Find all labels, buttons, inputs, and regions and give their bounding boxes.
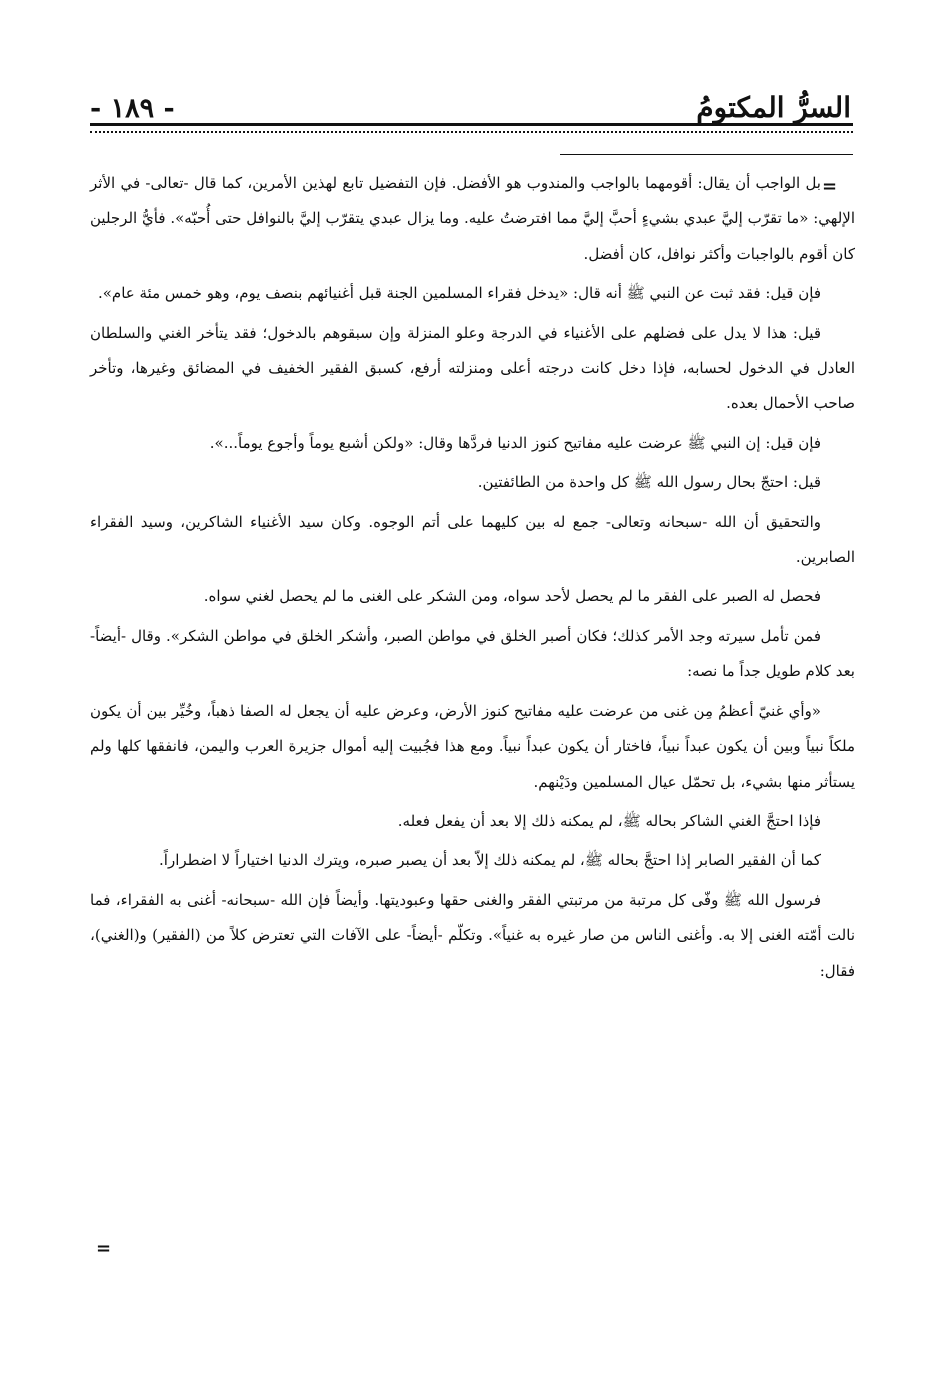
paragraph: بل الواجب أن يقال: أقومهما بالواجب والمندوب هو الأفضل. فإن التفضيل تابع لهذين الأمرين، كما قال -تعالى- في الأثر الإلهي: «ما تقرّب إليَّ عبدي بشيءٍ أحبَّ إليَّ مما افترضتُ عليه. وما يزال عبدي يتقرّب إليَّ بالنوافل حتى أُحبّه». فأيُّ الرجلين كان أقوم بالواجبات وأكثر نوافل، كان أفضل. [90, 174, 855, 263]
paragraph: فحصل له الصبر على الفقر ما لم يحصل لأحد سواه، ومن الشكر على الغنى ما لم يحصل لغني سواه. [203, 587, 821, 606]
header-rule [90, 123, 853, 126]
page-number: - ١٨٩ - [90, 93, 175, 124]
continuation-marker-bottom: = [96, 1238, 112, 1259]
paragraph: «وأي غنيّ أعظمُ مِن غنى من عرضت عليه مفاتيح كنوز الأرض، وعرض عليه أن يجعل له الصفا ذهباً، وخُيِّر بين أن يكون ملكاً نبياً وبين أن يكون عبداً نبياً، فاختار أن يكون عبداً نبياً. ومع هذا فجُبيت إليه أموال جزيرة العرب واليمن، فانفقها كلها ولم يستأثر منها بشيء، بل تحمّل عيال المسلمين ودَيْنهم. [90, 701, 855, 791]
paragraph: قيل: احتجّ بحال رسول الله ﷺ كل واحدة من الطائفتين. [477, 473, 821, 492]
running-header [90, 78, 851, 122]
book-title: السرُّ المكتومُ [696, 91, 851, 124]
footnote-separator [560, 154, 853, 155]
paragraph: فإذا احتجَّ الغني الشاكر بحاله ﷺ، لم يمكنه ذلك إلا بعد أن يفعل فعله. [397, 811, 821, 830]
paragraph: فإن قيل: فقد ثبت عن النبي ﷺ أنه قال: «يدخل فقراء المسلمين الجنة قبل أغنيائهم بنصف يوم، وهو خمس مئة عام». [97, 284, 821, 303]
body-text [90, 166, 855, 993]
paragraph: والتحقيق أن الله -سبحانه وتعالى- جمع له بين كليهما على أتم الوجوه. وكان سيد الأغنياء الشاكرين، وسيد الفقراء الصابرين. [90, 512, 855, 567]
paragraph: قيل: هذا لا يدل على فضلهم على الأغنياء في الدرجة وعلو المنزلة وإن سبقوهم بالدخول؛ فقد يتأخر الغني والسلطان العادل في الدخول لحسابه، فإذا دخل كانت درجته أعلى ومنزلته أرفع، كسبق الفقير الخفيف في المضائق وغيرها، وتأخر صاحب الأحمال بعده. [90, 323, 855, 413]
paragraph: كما أن الفقير الصابر إذا احتجَّ بحاله ﷺ، لم يمكنه ذلك إلاّ بعد أن يصبر صبره، ويترك الدنيا اختياراً لا اضطراراً. [159, 851, 821, 870]
continuation-marker-top: = [822, 176, 838, 197]
paragraph: فرسول الله ﷺ وفّى كل مرتبة من مرتبتي الفقر والغنى حقها وعبوديتها. وأيضاً فإن الله -سبحانه- أغنى به الفقراء، فما نالت أمّته الغنى إلا به. وأغنى الناس من صار غيره به غنياً». وتكلّم -أيضاً- على الآفات التي تعترض كلاً من (الفقير) و(الغني)، فقال: [90, 890, 855, 980]
paragraph: فإن قيل: إن النبي ﷺ عرضت عليه مفاتيح كنوز الدنيا فردَّها وقال: «ولكن أشبع يوماً وأجوع يوماً...». [209, 433, 821, 452]
header-dotted-rule [90, 131, 853, 133]
paragraph: فمن تأمل سيرته وجد الأمر كذلك؛ فكان أصبر الخلق في مواطن الصبر، وأشكر الخلق في مواطن الشكر». وقال -أيضاً- بعد كلام طويل جداً ما نصه: [90, 626, 855, 681]
